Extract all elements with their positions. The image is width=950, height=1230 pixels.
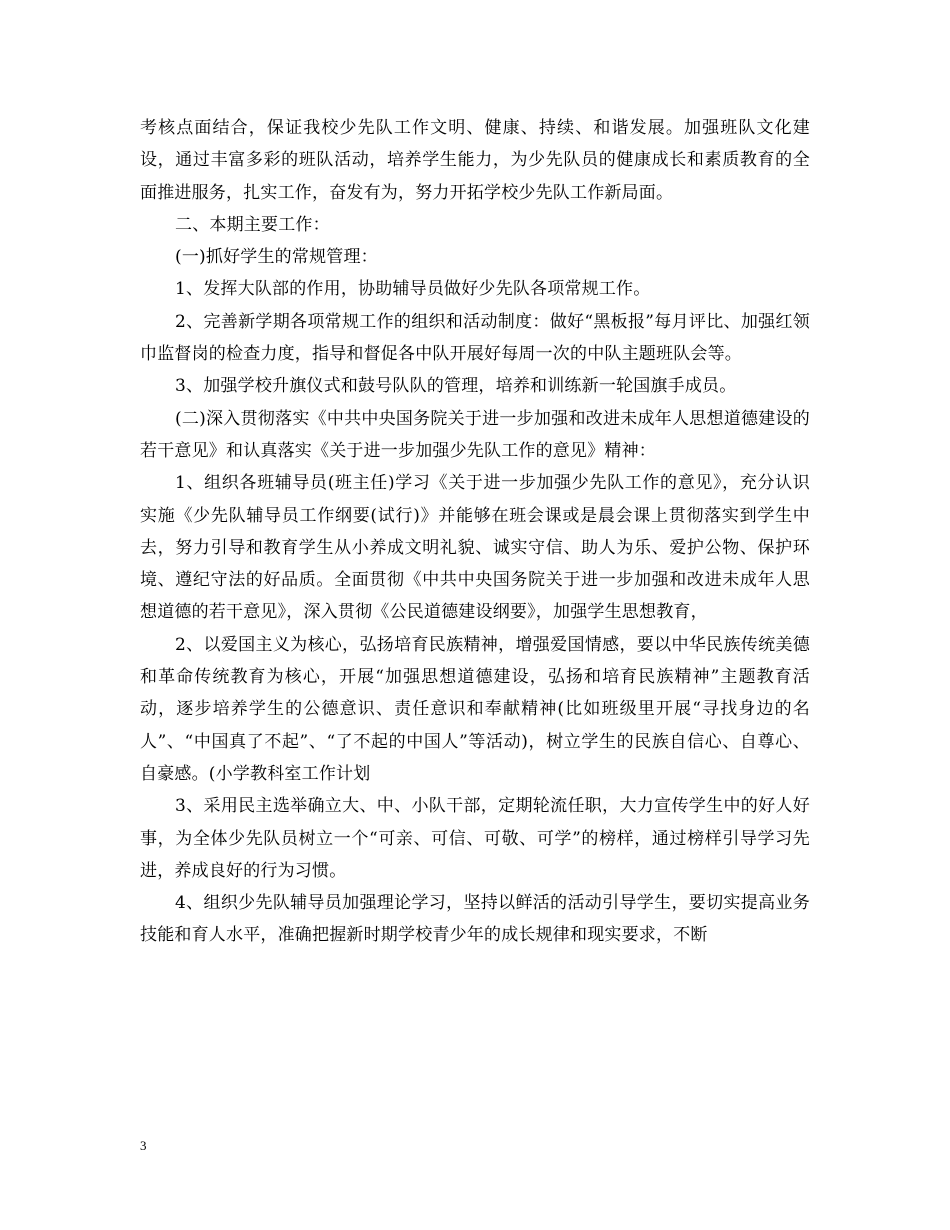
list-item-3b: 3、采用民主选举确立大、中、小队干部，定期轮流任职，大力宣传学生中的好人好事，为全体少先队员树立一个“可亲、可信、可敬、可学”的榜样，通过榜样引导学习先进，养成良好的行为习惯。 bbox=[140, 796, 810, 881]
page-number: 3 bbox=[140, 1138, 147, 1153]
subheading-implementation: (二)深入贯彻落实《中共中央国务院关于进一步加强和改进未成年人思想道德建设的若干意见》和认真落实《关于进一步加强少先队工作的意见》精神： bbox=[140, 408, 810, 461]
document-body bbox=[140, 112, 810, 952]
subheading-routine-management: (一)抓好学生的常规管理： bbox=[175, 247, 378, 268]
section-heading-main-work: 二、本期主要工作： bbox=[175, 214, 330, 235]
list-item-1b: 1、组织各班辅导员(班主任)学习《关于进一步加强少先队工作的意见》，充分认识实施《少先队辅导员工作纲要(试行)》并能够在班会课或是晨会课上贯彻落实到学生中去，努力引导和教育学生从小养成文明礼貌、诚实守信、助人为乐、爱护公物、保护环境、遵纪守法的好品质。全面贯彻《中共中央国务院关于进一步加强和改进未成年人思想道德的若干意见》，深入贯彻《公民道德建设纲要》，加强学生思想教育， bbox=[140, 473, 810, 623]
list-item-2: 2、完善新学期各项常规工作的组织和活动制度：做好“黑板报”每月评比、加强红领巾监督岗的检查力度，指导和督促各中队开展好每周一次的中队主题班队会等。 bbox=[140, 311, 810, 365]
list-item-3: 3、加强学校升旗仪式和鼓号队队的管理，培养和训练新一轮国旗手成员。 bbox=[175, 376, 737, 397]
paragraph-continuation: 考核点面结合，保证我校少先队工作文明、健康、持续、和谐发展。加强班队文化建设，通过丰富多彩的班队活动，培养学生能力，为少先队员的健康成长和素质教育的全面推进服务，扎实工作，奋发有为，努力开拓学校少先队工作新局面。 bbox=[140, 118, 810, 203]
list-item-2b: 2、以爱国主义为核心，弘扬培育民族精神，增强爱国情感，要以中华民族传统美德和革命传统教育为核心，开展“加强思想道德建设，弘扬和培育民族精神”主题教育活动，逐步培养学生的公德意识、责任意识和奉献精神(比如班级里开展“寻找身边的名人”、“中国真了不起”、“了不起的中国人”等活动)，树立学生的民族自信心、自尊心、自豪感。(小学教科室工作计划 bbox=[140, 634, 810, 784]
list-item-4b: 4、组织少先队辅导员加强理论学习，坚持以鲜活的活动引导学生，要切实提高业务技能和育人水平，准确把握新时期学校青少年的成长规律和现实要求，不断 bbox=[140, 893, 810, 946]
list-item-1: 1、发挥大队部的作用，协助辅导员做好少先队各项常规工作。 bbox=[175, 279, 651, 300]
